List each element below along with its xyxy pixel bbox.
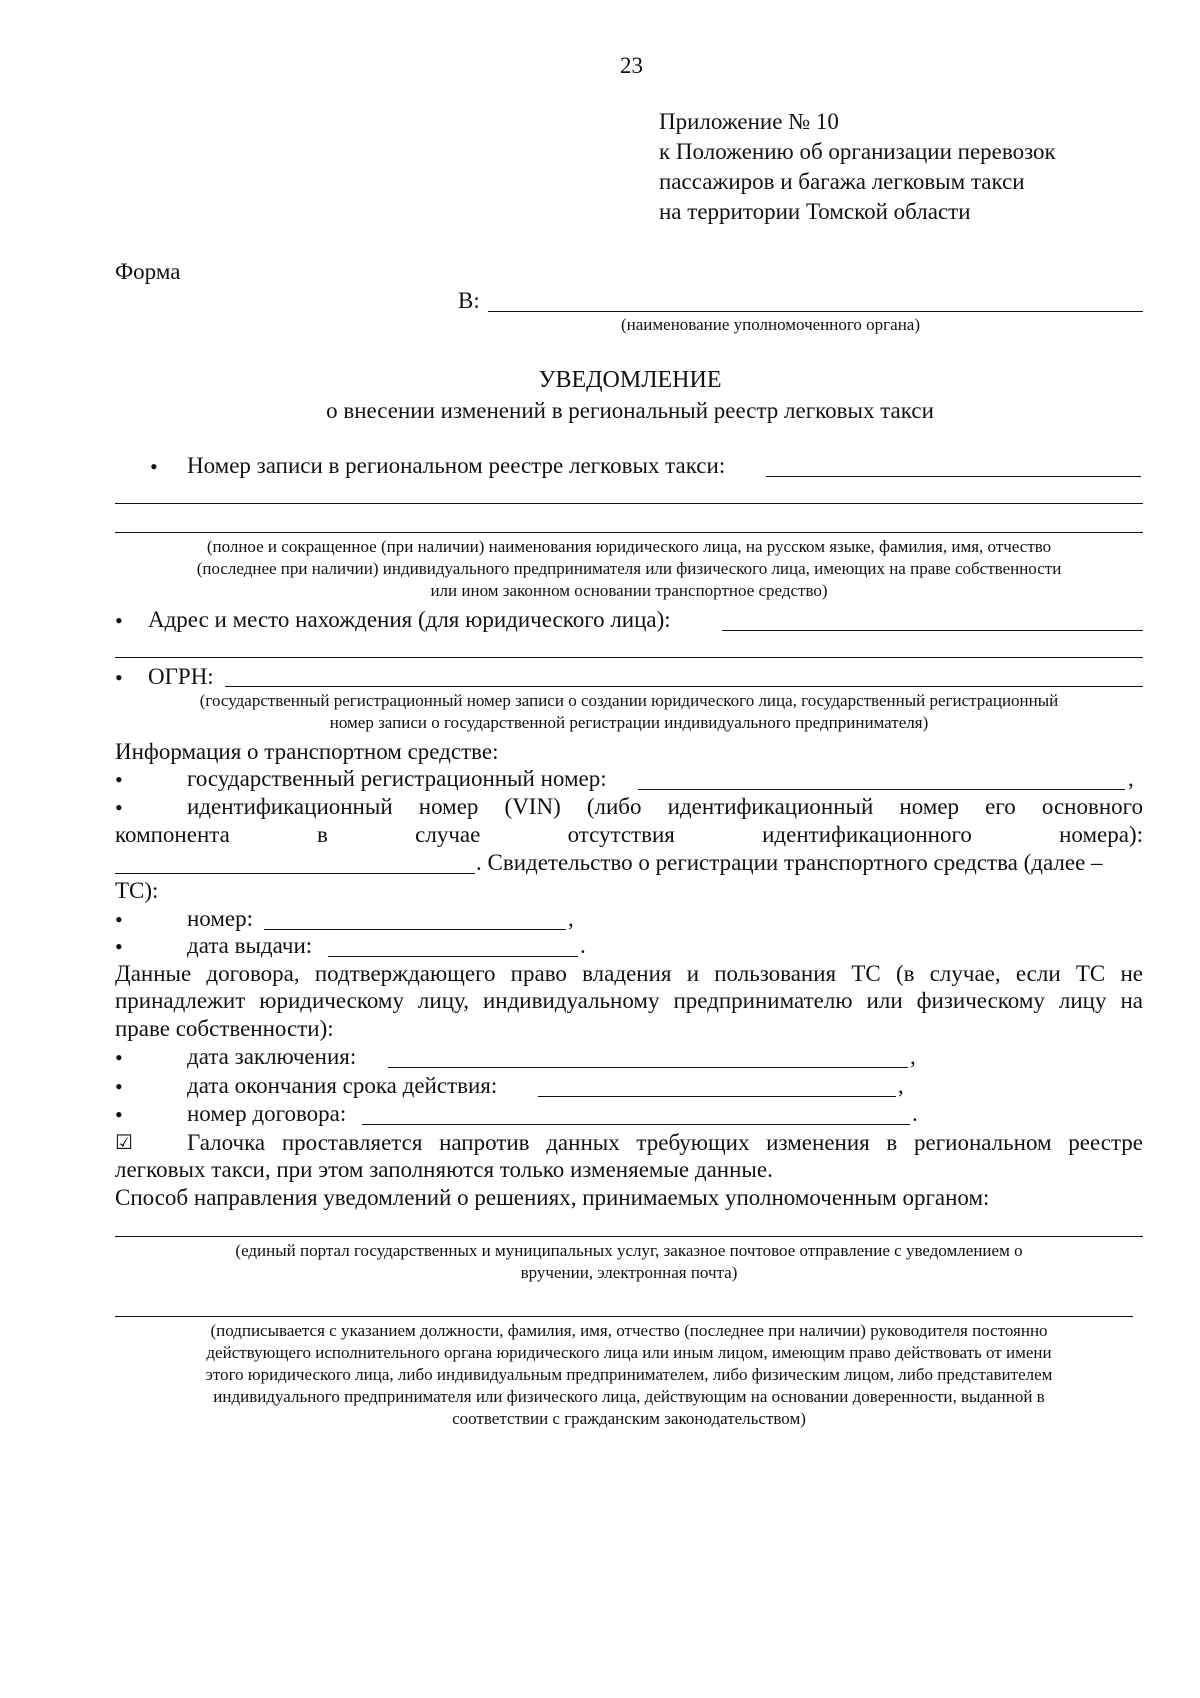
bullet: •: [150, 454, 158, 479]
signature-caption-line-3: этого юридического лица, либо индивидуальным предпринимателем, либо физическим лицом, либо представителем: [205, 1365, 1053, 1384]
cert-number-comma: ,: [568, 906, 574, 931]
reg-number-comma: ,: [1128, 766, 1134, 791]
issue-date-field-line[interactable]: [328, 956, 578, 957]
address-label: Адрес и место нахождения (для юридического лица):: [148, 607, 671, 632]
contract-number-label: номер договора:: [187, 1101, 347, 1126]
owner-caption-line-2: (последнее при наличии) индивидуального предпринимателя или физического лица, имеющих на праве собственности: [196, 559, 1062, 578]
ogrn-caption-line-1: (государственный регистрационный номер записи о создании юридического лица, государственный регистрационный: [199, 691, 1059, 710]
cert-number-field-line[interactable]: [264, 929, 566, 930]
signature-caption-line-2: действующего исполнительного органа юридического лица или иным лицом, имеющим право действовать от имени: [206, 1343, 1052, 1362]
address-field-line-1[interactable]: [722, 630, 1143, 631]
vin-line-3-tail: . Свидетельство о регистрации транспортного средства (далее –: [476, 850, 1103, 875]
checkbox-note-line-2: легковых такси, при этом заполняются только изменяемые данные.: [115, 1157, 773, 1182]
signature-caption-line-5: соответствии с гражданским законодательством): [452, 1409, 806, 1428]
notice-title: УВЕДОМЛЕНИЕ: [538, 367, 722, 393]
conclusion-date-field-line[interactable]: [388, 1067, 908, 1068]
bullet: •: [115, 1045, 123, 1070]
notification-method-label: Способ направления уведомлений о решениях, принимаемых уполномоченным органом:: [115, 1185, 990, 1210]
ogrn-caption-line-2: номер записи о государственной регистрации индивидуального предпринимателя): [329, 713, 929, 732]
appendix-line-1: к Положению об организации перевозок: [659, 139, 1056, 164]
bullet: •: [115, 934, 123, 959]
vin-line-4: ТС):: [115, 878, 159, 903]
registry-number-field-line[interactable]: [766, 476, 1141, 477]
form-label: Форма: [115, 259, 181, 284]
checkbox-icon: ☑: [115, 1130, 133, 1154]
notification-method-caption-line-2: вручении, электронная почта): [520, 1263, 738, 1282]
contract-line-1: Данные договора, подтверждающего право владения и пользования ТС (в случае, если ТС не: [115, 961, 1143, 986]
issue-date-period: .: [580, 933, 586, 958]
conclusion-date-label: дата заключения:: [187, 1044, 357, 1069]
cert-number-label: номер:: [187, 906, 254, 931]
notification-method-field-line[interactable]: [115, 1236, 1143, 1237]
address-field-line-2[interactable]: [115, 657, 1143, 658]
to-caption: (наименование уполномоченного органа): [621, 315, 921, 334]
appendix-title: Приложение № 10: [659, 109, 839, 134]
vin-field-line[interactable]: [115, 873, 475, 874]
vin-line-2: компонента в случае отсутствия идентификационного номера):: [115, 822, 1143, 847]
bullet: •: [115, 767, 123, 792]
reg-number-field-line[interactable]: [638, 789, 1125, 790]
ogrn-label: ОГРН:: [148, 664, 214, 689]
contract-number-period: .: [912, 1101, 918, 1126]
signature-field-line[interactable]: [115, 1316, 1133, 1317]
reg-number-label: государственный регистрационный номер:: [187, 766, 607, 791]
bullet: •: [115, 1074, 123, 1099]
signature-caption-line-1: (подписывается с указанием должности, фамилия, имя, отчество (последнее при наличии) руководителя постоянно: [210, 1321, 1048, 1340]
to-field-line[interactable]: [488, 311, 1143, 312]
conclusion-date-comma: ,: [910, 1044, 916, 1069]
bullet: •: [115, 608, 123, 633]
ogrn-field-line[interactable]: [225, 686, 1143, 687]
checkbox-note-line-1: Галочка проставляется напротив данных требующих изменения в региональном реестре: [187, 1130, 1143, 1155]
owner-name-field-line-2[interactable]: [115, 532, 1143, 533]
vehicle-info-heading: Информация о транспортном средстве:: [115, 739, 499, 764]
contract-line-2: принадлежит юридическому лицу, индивидуальному предпринимателю или физическому лицу на: [115, 988, 1143, 1013]
bullet: •: [115, 795, 123, 820]
owner-caption-line-1: (полное и сокращенное (при наличии) наименования юридического лица, на русском языке, фамилия, имя, отчество: [206, 537, 1052, 556]
vin-line-1: идентификационный номер (VIN) (либо идентификационный номер его основного: [187, 794, 1143, 819]
bullet: •: [115, 1102, 123, 1127]
owner-caption-line-3: или ином законном основании транспортное средство): [430, 581, 828, 600]
appendix-line-2: пассажиров и багажа легковым такси: [659, 169, 1025, 194]
contract-number-field-line[interactable]: [362, 1124, 910, 1125]
page-number: 23: [620, 53, 643, 78]
bullet: •: [115, 665, 123, 690]
expiry-date-comma: ,: [898, 1073, 904, 1098]
expiry-date-field-line[interactable]: [538, 1096, 896, 1097]
registry-number-label: Номер записи в региональном реестре легковых такси:: [187, 453, 726, 478]
to-label: В:: [458, 288, 480, 313]
contract-line-3: праве собственности):: [115, 1016, 334, 1041]
issue-date-label: дата выдачи:: [187, 933, 313, 958]
appendix-line-3: на территории Томской области: [659, 199, 971, 224]
owner-name-field-line-1[interactable]: [115, 503, 1143, 504]
notification-method-caption-line-1: (единый портал государственных и муниципальных услуг, заказное почтовое отправление с уведомлением о: [235, 1241, 1023, 1260]
bullet: •: [115, 907, 123, 932]
signature-caption-line-4: индивидуального предпринимателя или физического лица, действующим на основании доверенности, выданной в: [213, 1387, 1045, 1406]
expiry-date-label: дата окончания срока действия:: [187, 1073, 498, 1098]
notice-subtitle: о внесении изменений в региональный реестр легковых такси: [326, 398, 934, 423]
